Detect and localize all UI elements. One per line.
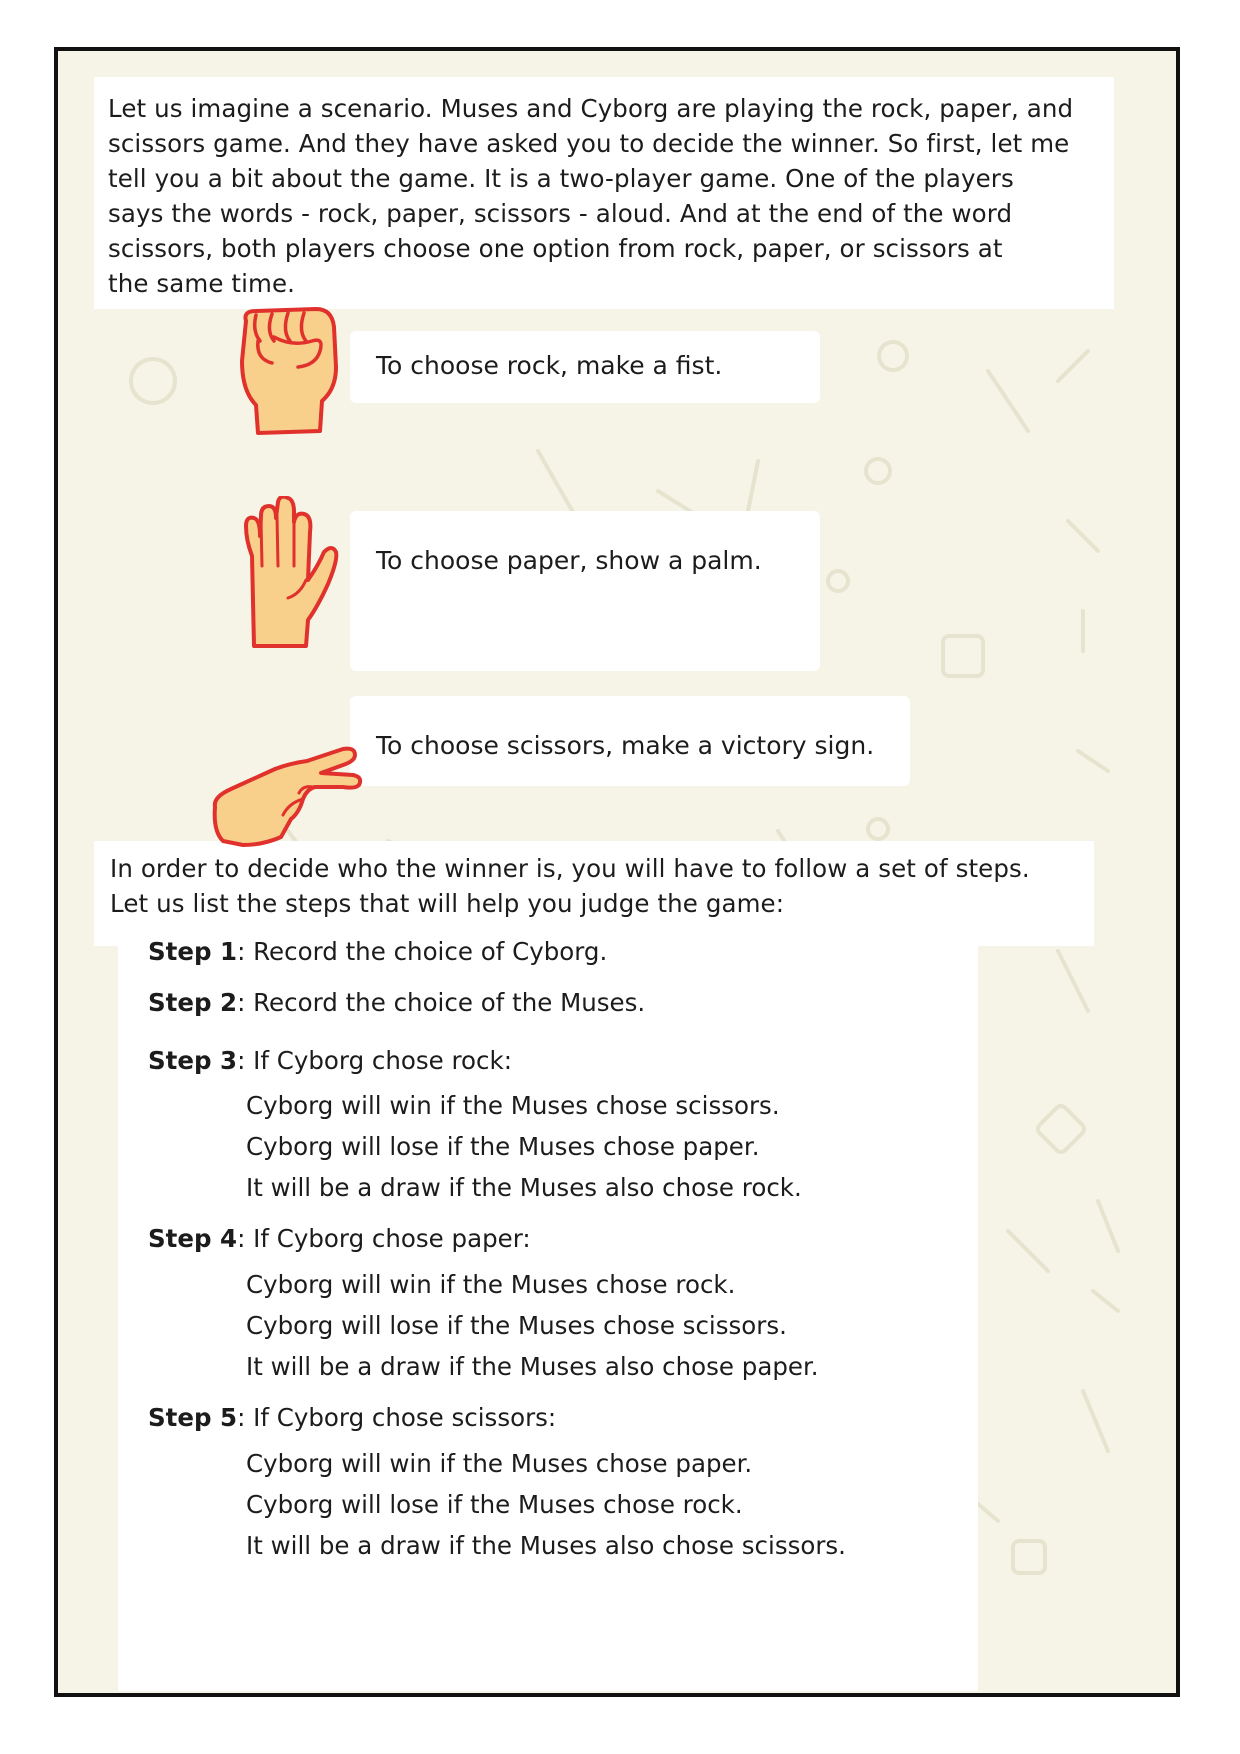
- step-5-rule: It will be a draw if the Muses also chose scissors.: [246, 1531, 846, 1560]
- step-5-rule: Cyborg will win if the Muses chose paper.: [246, 1449, 753, 1478]
- intro-line: scissors, both players choose one option from rock, paper, or scissors at: [108, 234, 1003, 263]
- fist-icon: [228, 301, 353, 441]
- step-3-rule: Cyborg will lose if the Muses chose paper.: [246, 1132, 760, 1161]
- step-5: [148, 1403, 556, 1432]
- step-1: [148, 937, 607, 966]
- intro-paragraph: [108, 91, 1073, 301]
- step-4-rule: Cyborg will win if the Muses chose rock.: [246, 1270, 736, 1299]
- palm-icon: [228, 496, 353, 666]
- step-2: [148, 988, 645, 1017]
- step-4-rule: Cyborg will lose if the Muses chose scissors.: [246, 1311, 787, 1340]
- paper-label-panel: [350, 511, 820, 671]
- step-label: Step 1: [148, 937, 238, 966]
- step-label: Step 5: [148, 1403, 238, 1432]
- step-text: : Record the choice of Cyborg.: [237, 937, 608, 966]
- step-text: : If Cyborg chose paper:: [237, 1224, 531, 1253]
- rock-instruction: To choose rock, make a fist.: [376, 351, 723, 380]
- step-label: Step 2: [148, 988, 238, 1017]
- step-label: Step 3: [148, 1046, 238, 1075]
- steps-intro-line: In order to decide who the winner is, you will have to follow a set of steps.: [110, 854, 1030, 883]
- intro-line: Let us imagine a scenario. Muses and Cyborg are playing the rock, paper, and: [108, 94, 1074, 123]
- step-3: [148, 1046, 512, 1075]
- intro-line: says the words - rock, paper, scissors - aloud. And at the end of the word: [108, 199, 1013, 228]
- step-label: Step 4: [148, 1224, 238, 1253]
- step-5-rule: Cyborg will lose if the Muses chose rock.: [246, 1490, 743, 1519]
- victory-sign-icon: [203, 741, 363, 851]
- step-text: : If Cyborg chose rock:: [237, 1046, 512, 1075]
- intro-line: scissors game. And they have asked you to decide the winner. So first, let me: [108, 129, 1070, 158]
- scissors-instruction: To choose scissors, make a victory sign.: [376, 731, 875, 760]
- document-frame: [54, 47, 1180, 1697]
- paper-instruction: To choose paper, show a palm.: [376, 546, 762, 575]
- step-text: : If Cyborg chose scissors:: [237, 1403, 557, 1432]
- step-3-rule: It will be a draw if the Muses also chose rock.: [246, 1173, 802, 1202]
- intro-line: tell you a bit about the game. It is a two-player game. One of the players: [108, 164, 1014, 193]
- step-text: : Record the choice of the Muses.: [237, 988, 646, 1017]
- intro-line: the same time.: [108, 269, 296, 298]
- steps-intro-line: Let us list the steps that will help you judge the game:: [110, 889, 785, 918]
- step-4: [148, 1224, 531, 1253]
- step-4-rule: It will be a draw if the Muses also chose paper.: [246, 1352, 819, 1381]
- step-3-rule: Cyborg will win if the Muses chose scissors.: [246, 1091, 780, 1120]
